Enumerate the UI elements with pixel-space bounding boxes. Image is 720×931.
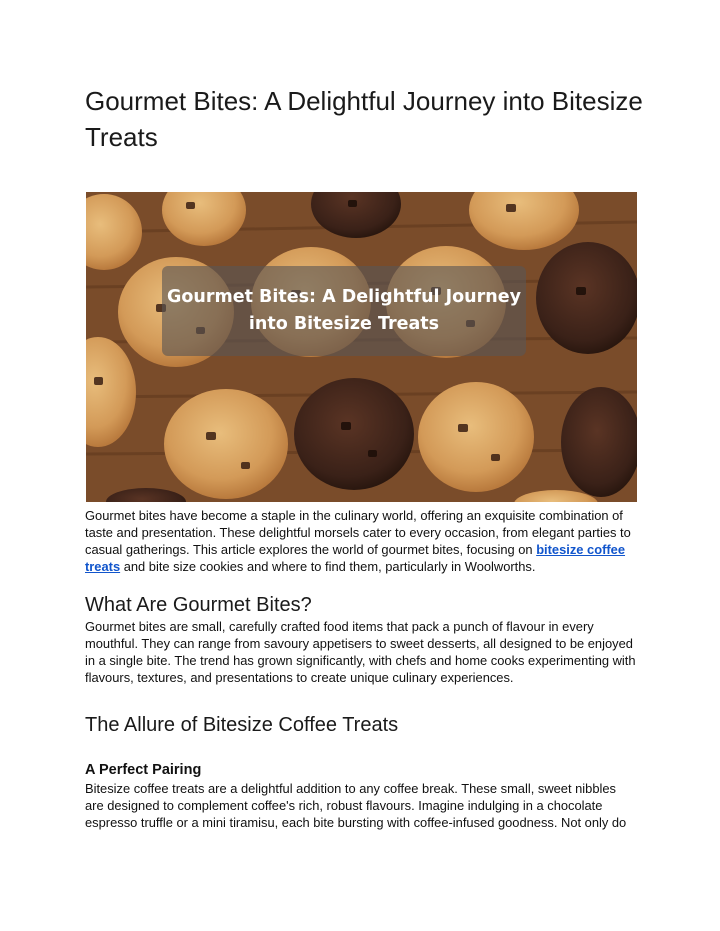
hero-caption-line-2: into Bitesize Treats: [248, 314, 440, 334]
section-paragraph-what-are-gourmet-bites: Gourmet bites are small, carefully crafted food items that pack a punch of flavour in every mouthful. They can range from savoury appetisers to sweet desserts, all designed to be enjoyed in a single bite. The trend has grown significantly, with chefs and home cooks experimenting with flavours, textures, and presentations to create unique culinary experiences.: [85, 619, 636, 685]
section-heading-what-are-gourmet-bites: What Are Gourmet Bites?: [85, 594, 312, 616]
intro-text-before: Gourmet bites have become a staple in the culinary world, offering an exquisite combination of taste and presentation. These delightful morsels cater to every occasion, from elegant parties to casual gatherings. This article explores the world of gourmet bites, focusing on: [85, 508, 631, 557]
intro-paragraph: [85, 507, 637, 575]
hero-image: [86, 192, 637, 502]
bitesize-coffee-treats-link[interactable]: bitesize coffee treats: [85, 542, 626, 574]
intro-text-after: and bite size cookies and where to find them, particularly in Woolworths.: [120, 559, 536, 574]
hero-caption-overlay: [162, 266, 526, 356]
hero-caption-text: [162, 284, 526, 338]
section-heading-allure-coffee-treats: The Allure of Bitesize Coffee Treats: [85, 714, 399, 736]
subheading-perfect-pairing: A Perfect Pairing: [85, 762, 202, 778]
page-title: Gourmet Bites: A Delightful Journey into Bitesize Treats: [85, 86, 643, 152]
hero-caption-line-1: Gourmet Bites: A Delightful Journey: [166, 287, 522, 307]
section-paragraph-perfect-pairing: Bitesize coffee treats are a delightful addition to any coffee break. These small, sweet nibbles are designed to complement coffee's rich, robust flavours. Imagine indulging in a chocolate espresso truffle or a mini tiramisu, each bite bursting with coffee-infused goodness. Not only do: [85, 781, 627, 830]
